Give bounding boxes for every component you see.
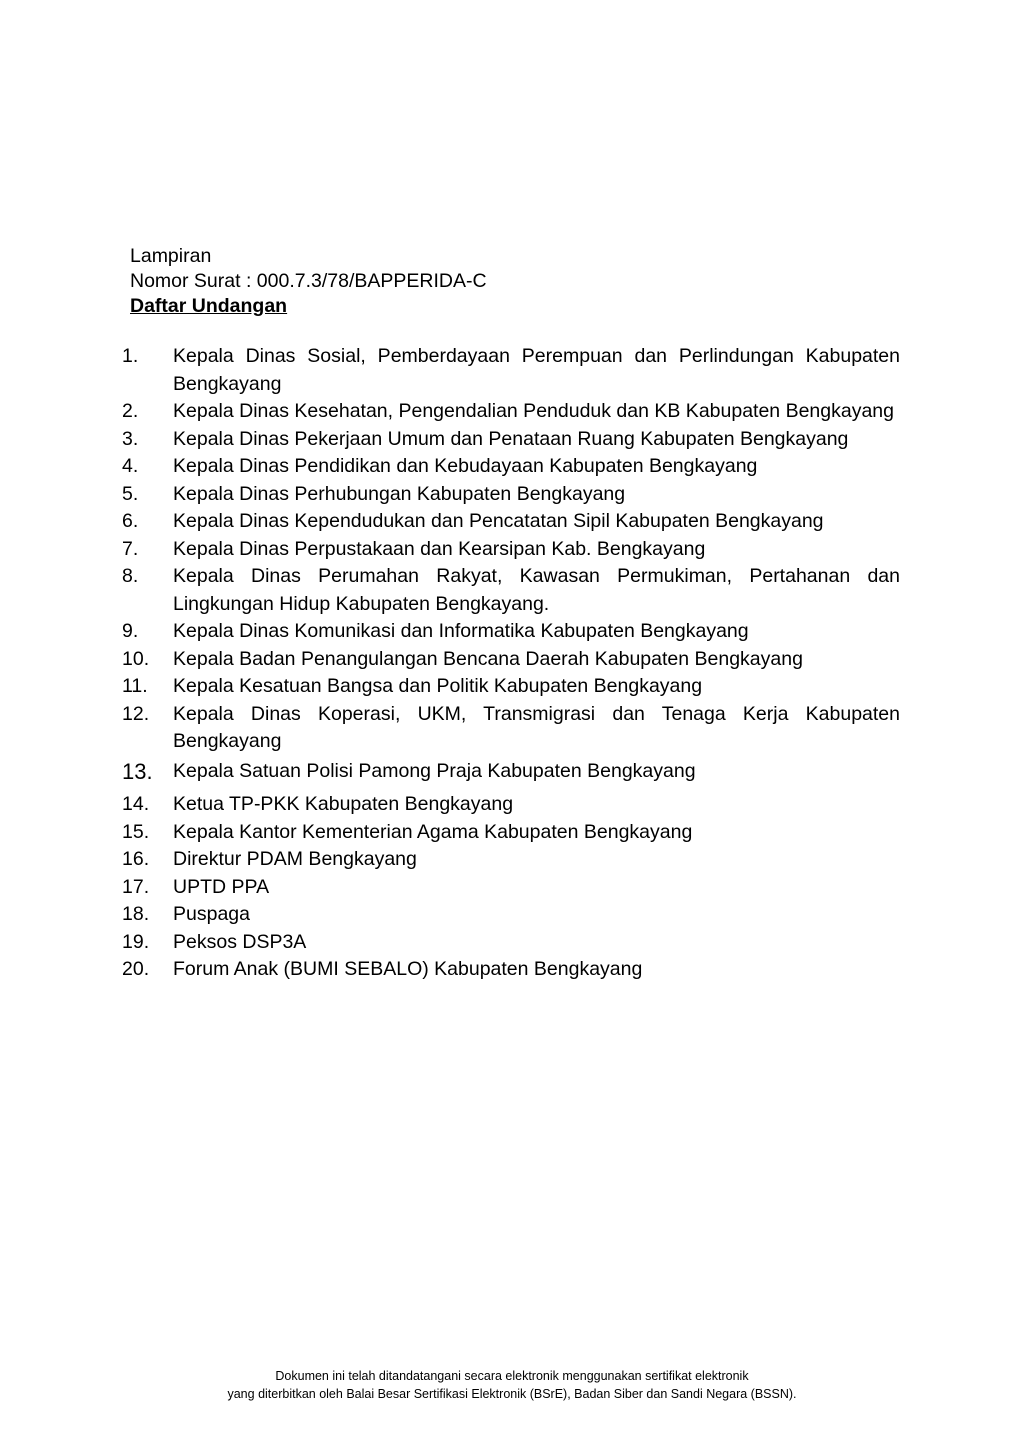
list-item-text: Kepala Dinas Kesehatan, Pengendalian Penduduk dan KB Kabupaten Bengkayang xyxy=(173,400,894,422)
list-item xyxy=(122,901,900,929)
list-item-number: 14. xyxy=(122,793,150,815)
list-item xyxy=(122,701,900,756)
list-item-number: 20. xyxy=(122,958,150,980)
list-item-number: 7. xyxy=(122,537,139,560)
list-item-text: Kepala Badan Penangulangan Bencana Daerah Kabupaten Bengkayang xyxy=(173,647,803,670)
list-item-number: 5. xyxy=(122,482,139,505)
list-item-text: Kepala Kantor Kementerian Agama Kabupaten Bengkayang xyxy=(173,820,693,843)
list-item-number: 3. xyxy=(122,427,139,450)
list-item xyxy=(122,481,900,509)
list-item-text: Kepala Dinas Pendidikan dan Kebudayaan Kabupaten Bengkayang xyxy=(173,455,758,477)
list-item xyxy=(122,756,900,792)
list-item xyxy=(122,956,900,984)
e-signature-notice xyxy=(0,1367,1024,1403)
list-item-number: 13. xyxy=(122,758,153,784)
list-item-text: Ketua TP-PKK Kabupaten Bengkayang xyxy=(173,793,514,815)
list-item-number: 4. xyxy=(122,455,139,477)
list-item-text: Kepala Dinas Perumahan Rakyat, Kawasan Permukiman, Pertahanan dan Lingkungan Hidup Kabupaten Bengkayang. xyxy=(173,565,900,615)
list-item-number: 11. xyxy=(122,675,148,697)
list-item xyxy=(122,929,900,957)
list-item xyxy=(122,819,900,847)
list-item xyxy=(122,343,900,398)
list-item xyxy=(122,536,900,564)
document-header xyxy=(130,244,487,319)
list-item-number: 16. xyxy=(122,848,150,870)
list-item xyxy=(122,874,900,902)
letter-number: Nomor Surat : 000.7.3/78/BAPPERIDA-C xyxy=(130,270,487,292)
list-item-number: 15. xyxy=(122,820,150,843)
list-item xyxy=(122,563,900,618)
list-item-number: 19. xyxy=(122,930,150,953)
list-item xyxy=(122,453,900,481)
list-item-text: Kepala Kesatuan Bangsa dan Politik Kabupaten Bengkayang xyxy=(173,675,703,697)
list-item-text: Kepala Dinas Koperasi, UKM, Transmigrasi dan Tenaga Kerja Kabupaten Bengkayang xyxy=(173,702,900,752)
list-item-text: Kepala Dinas Sosial, Pemberdayaan Perempuan dan Perlindungan Kabupaten Bengkayang xyxy=(173,345,900,395)
e-signature-notice-line-2: yang diterbitkan oleh Balai Besar Sertifikasi Elektronik (BSrE), Badan Siber dan Sandi Negara (BSSN). xyxy=(227,1387,797,1401)
list-item-number: 6. xyxy=(122,510,139,532)
list-item-number: 17. xyxy=(122,875,150,898)
list-item-text: Kepala Dinas Komunikasi dan Informatika Kabupaten Bengkayang xyxy=(173,620,749,642)
list-item xyxy=(122,398,900,426)
list-item-text: UPTD PPA xyxy=(173,875,270,898)
list-item-number: 2. xyxy=(122,400,139,422)
list-item xyxy=(122,791,900,819)
list-item-text: Kepala Satuan Polisi Pamong Praja Kabupaten Bengkayang xyxy=(173,759,696,782)
list-item-number: 18. xyxy=(122,903,150,925)
list-item-text: Direktur PDAM Bengkayang xyxy=(173,848,417,870)
list-item-number: 8. xyxy=(122,565,139,587)
list-item xyxy=(122,508,900,536)
list-item-number: 12. xyxy=(122,702,150,725)
list-item xyxy=(122,426,900,454)
list-item-text: Kepala Dinas Kependudukan dan Pencatatan Sipil Kabupaten Bengkayang xyxy=(173,510,824,532)
list-item-text: Kepala Dinas Perpustakaan dan Kearsipan Kab. Bengkayang xyxy=(173,537,706,560)
invitation-list xyxy=(122,343,900,984)
e-signature-notice-line-1: Dokumen ini telah ditandatangani secara elektronik menggunakan sertifikat elektronik xyxy=(275,1369,749,1383)
list-item-text: Peksos DSP3A xyxy=(173,930,307,953)
list-item-number: 9. xyxy=(122,620,139,642)
invitation-list-title: Daftar Undangan xyxy=(130,295,288,317)
attachment-label: Lampiran xyxy=(130,245,212,267)
list-item-text: Puspaga xyxy=(173,903,250,925)
list-item xyxy=(122,646,900,674)
list-item xyxy=(122,673,900,701)
list-item-number: 10. xyxy=(122,647,150,670)
list-item-text: Kepala Dinas Perhubungan Kabupaten Bengkayang xyxy=(173,482,626,505)
list-item-number: 1. xyxy=(122,345,139,367)
list-item-text: Kepala Dinas Pekerjaan Umum dan Penataan Ruang Kabupaten Bengkayang xyxy=(173,427,849,450)
list-item xyxy=(122,618,900,646)
list-item xyxy=(122,846,900,874)
list-item-text: Forum Anak (BUMI SEBALO) Kabupaten Bengkayang xyxy=(173,958,643,980)
